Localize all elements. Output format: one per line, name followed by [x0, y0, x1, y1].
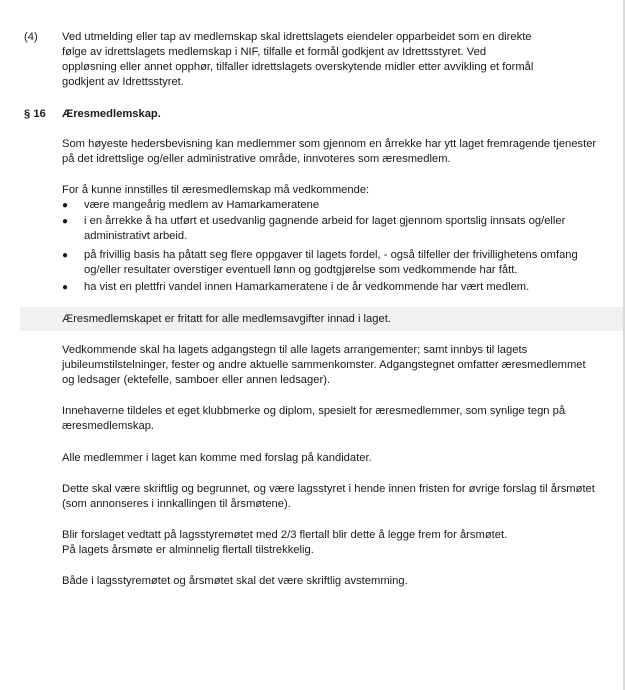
text-line: og ledsager (ektefelle, samboer eller annen ledsager). — [62, 374, 331, 386]
text-line: følge av idrettslagets medlemskap i NIF, tilfalle et formål godkjent av Idrettsstyret. Ved — [62, 46, 487, 58]
text-line: Vedkommende skal ha lagets adgangstegn til alle lagets arrangementer; samt innbys til lagets — [62, 344, 528, 356]
badge-paragraph — [62, 404, 565, 434]
section-title: Æresmedlemskap. — [62, 108, 161, 120]
list-item — [84, 280, 529, 295]
fee-exempt-paragraph: Æresmedlemskapet er fritatt for alle medlemsavgifter innad i laget. — [62, 313, 391, 325]
text-line: godkjent av Idrettsstyret. — [62, 76, 184, 88]
bullet-icon: ● — [62, 200, 69, 211]
text-line: og/eller resultater overstiger eventuell lønn og godtgjørelse som vedkommende har fått. — [84, 264, 518, 276]
text-line: ha vist en plettfri vandel innen Hamarkameratene i de år vedkommende har vært medlem. — [84, 281, 530, 293]
text-line: Dette skal være skriftlig og begrunnet, og være lagsstyret i hende innen fristen for øvrige forslag til årsmøtet — [62, 483, 595, 495]
text-line: oppløsning eller annet opphør, tilfaller idrettslagets overskytende midler etter avvikling et formål — [62, 61, 534, 73]
list-item — [84, 198, 319, 213]
section-number: § 16 — [24, 108, 46, 120]
text-line: på det idrettslige og/eller administrative område, innvoteres som æresmedlem. — [62, 153, 451, 165]
majority-paragraph — [62, 528, 507, 558]
proposals-paragraph: Alle medlemmer i laget kan komme med forslag på kandidater. — [62, 452, 372, 464]
text-line: Innehaverne tildeles et eget klubbmerke og diplom, spesielt for æresmedlemmer, som synlige tegn på — [62, 405, 566, 417]
written-paragraph — [62, 482, 595, 512]
list-item — [84, 214, 565, 244]
section4-paragraph — [62, 30, 533, 90]
text-line: På lagets årsmøte er alminnelig flertall tilstrekkelig. — [62, 544, 314, 556]
text-line: Ved utmelding eller tap av medlemskap skal idrettslagets eiendeler opparbeidet som en direkte — [62, 31, 532, 43]
list-item — [84, 248, 578, 278]
bullet-icon: ● — [62, 250, 69, 261]
text-line: i en årrekke å ha utført et usedvanlig gagnende arbeid for laget gjennom sportslig innsats og/eller — [84, 215, 566, 227]
text-line: Som høyeste hedersbevisning kan medlemmer som gjennom en årrekke har ytt laget fremragende tjenester — [62, 138, 597, 150]
criteria-lead: For å kunne innstilles til æresmedlemskap må vedkommende: — [62, 184, 370, 196]
text-line: Blir forslaget vedtatt på lagsstyremøtet med 2/3 flertall blir dette å legge frem for årsmøtet. — [62, 529, 508, 541]
bullet-icon: ● — [62, 216, 69, 227]
bullet-icon: ● — [62, 282, 69, 293]
intro-paragraph — [62, 137, 596, 167]
text-line: æresmedlemskap. — [62, 420, 155, 432]
text-line: på frivillig basis ha påtatt seg flere oppgaver til lagets fordel, - også tilfeller der frivillighetens omfang — [84, 249, 578, 261]
text-line: administrativt arbeid. — [84, 230, 188, 242]
access-paragraph — [62, 343, 586, 388]
text-line: være mangeårig medlem av Hamarkameratene — [84, 199, 320, 211]
text-line: jubileumstilstelninger, fester og andre aktuelle sammenkomster. Adgangstegnet omfatter æresmedlemmet — [62, 359, 586, 371]
text-line: (som annonseres i innkallingen til årsmøtene). — [62, 498, 291, 510]
paragraph-number: (4) — [24, 31, 38, 43]
voting-paragraph: Både i lagsstyremøtet og årsmøtet skal det være skriftlig avstemming. — [62, 575, 408, 587]
